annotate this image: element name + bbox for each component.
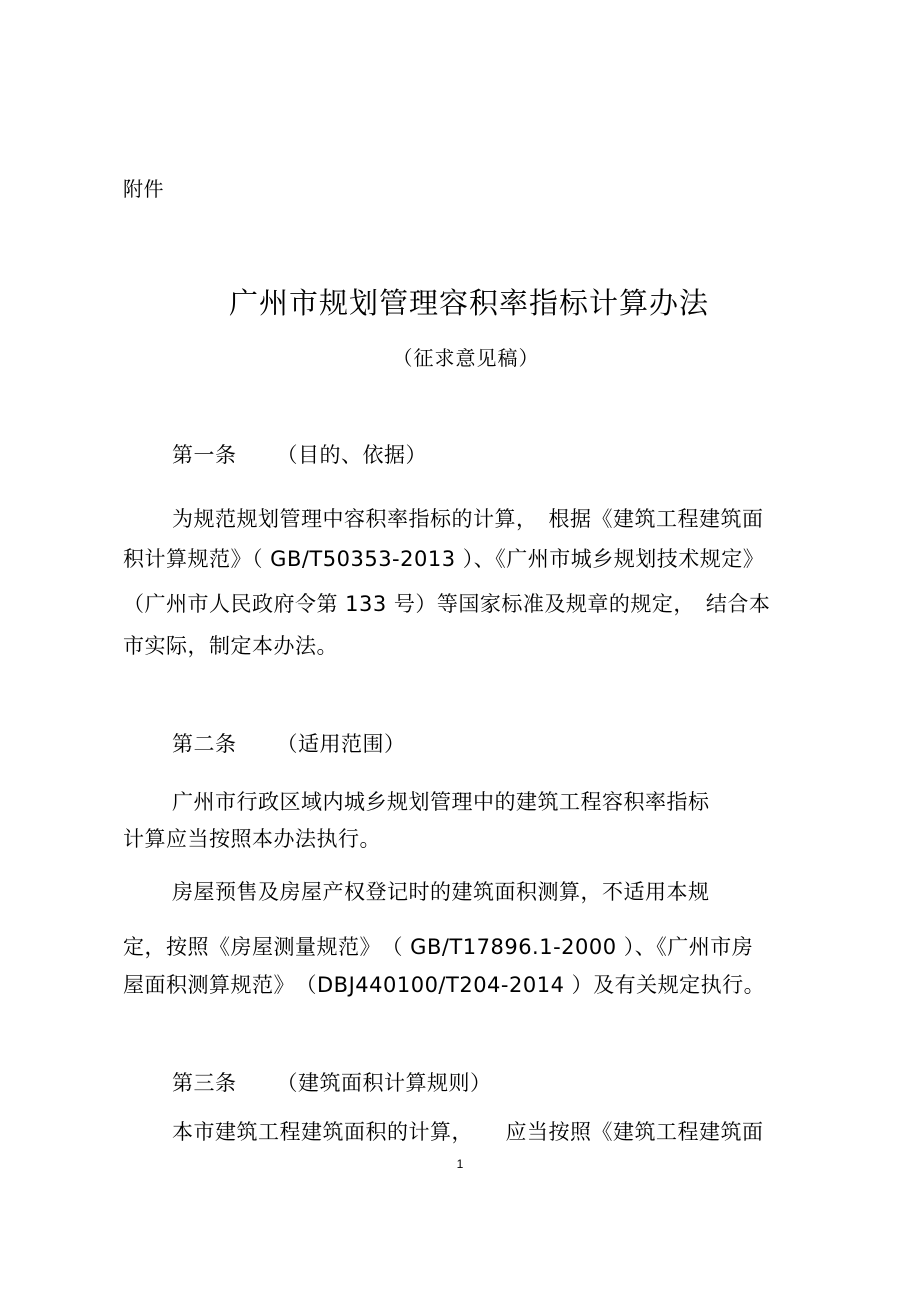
article-3-heading — [172, 1070, 492, 1096]
article-1-line-4: 市实际，制定本办法。 — [123, 634, 338, 658]
page-number: 1 — [456, 1157, 464, 1171]
article-2-line-2: 计算应当按照本办法执行。 — [123, 827, 381, 851]
article-3-title: （建筑面积计算规则） — [276, 1071, 492, 1095]
document-subtitle: （征求意见稿） — [392, 346, 540, 370]
article-1-heading — [172, 442, 427, 468]
article-2-title: （适用范围） — [276, 732, 406, 756]
article-1-line-3: （广州市人民政府令第 133 号）等国家标准及规章的规定， 结合本 — [123, 592, 771, 616]
attachment-label: 附件 — [123, 177, 164, 201]
article-1-line-1: 为规范规划管理中容积率指标的计算， 根据《建筑工程建筑面 — [172, 507, 764, 531]
document-title: 广州市规划管理容积率指标计算办法 — [228, 286, 709, 320]
article-3-line-1: 本市建筑工程建筑面积的计算， 应当按照《建筑工程建筑面 — [172, 1120, 764, 1144]
article-2-number: 第二条 — [172, 732, 237, 756]
article-1-line-2: 积计算规范》（ GB/T50353-2013 ）、《广州市城乡规划技术规定》 — [123, 547, 765, 571]
article-2-heading — [172, 731, 406, 757]
article-1-title: （目的、依据） — [276, 443, 427, 467]
article-2-line-4: 定，按照《房屋测量规范》 （ GB/T17896.1-2000 ）、《广州市房 — [123, 935, 754, 959]
article-2-line-5: 屋面积测算规范》 （DBJ440100/T204-2014 ）及有关规定执行。 — [123, 973, 766, 997]
article-2-line-1: 广州市行政区域内城乡规划管理中的建筑工程容积率指标 — [172, 790, 710, 814]
article-2-line-3: 房屋预售及房屋产权登记时的建筑面积测算，不适用本规 — [172, 880, 710, 904]
article-1-number: 第一条 — [172, 443, 237, 467]
article-3-number: 第三条 — [172, 1071, 237, 1095]
